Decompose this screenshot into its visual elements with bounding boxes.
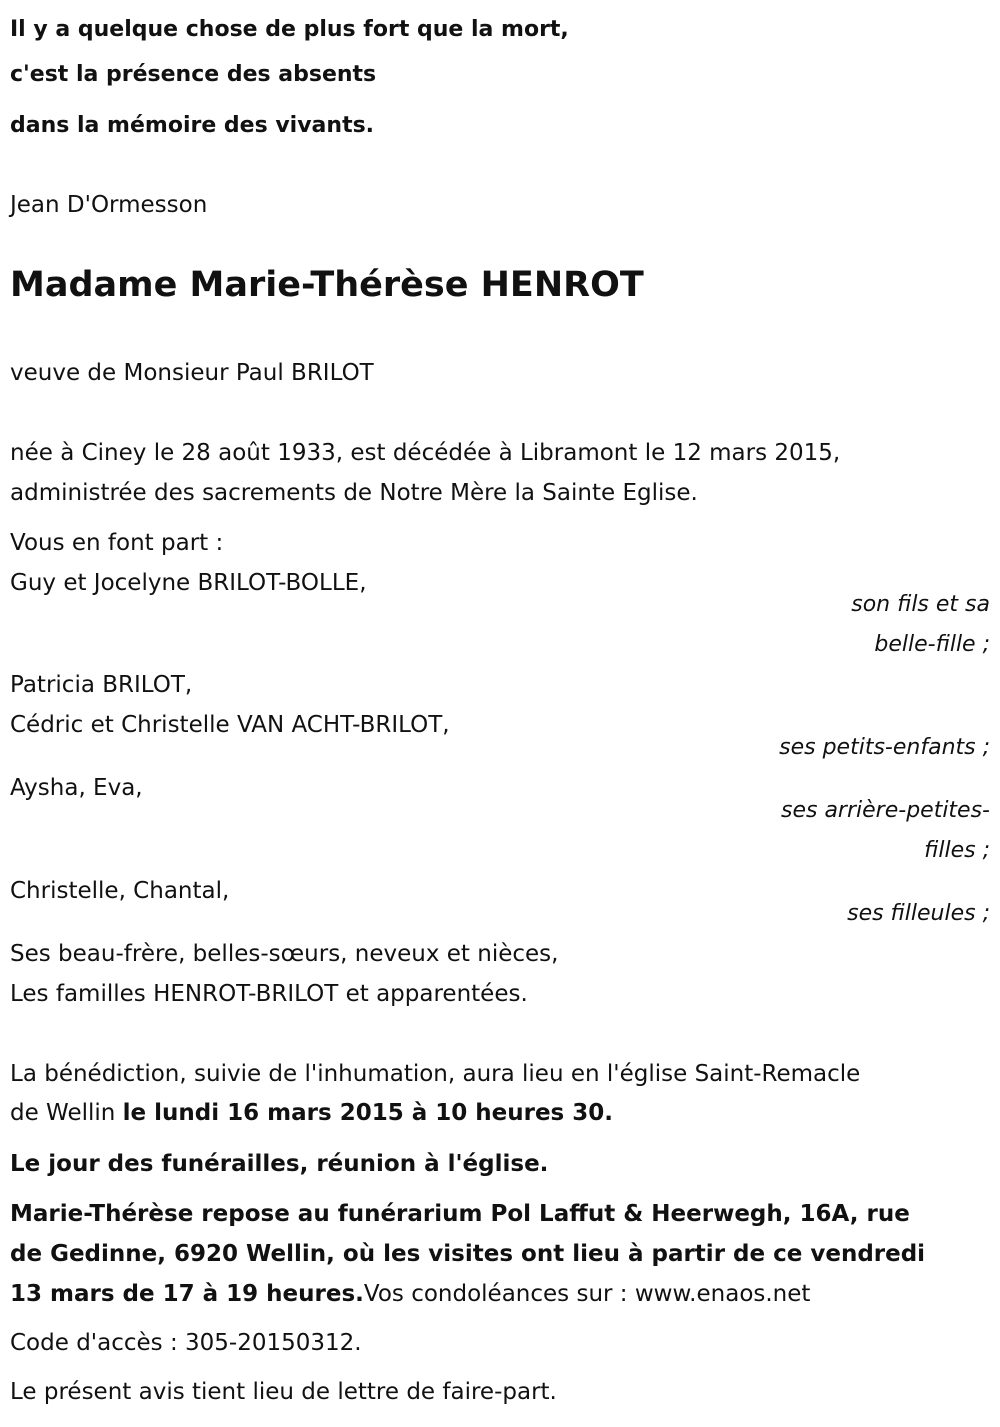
ceremony-line: La bénédiction, suivie de l'inhumation, aura lieu en l'église Saint-Remacle: [10, 1061, 861, 1087]
family-member: Patricia BRILOT,: [10, 672, 193, 698]
quote-author: Jean D'Ormesson: [10, 192, 208, 218]
family-member: Christelle, Chantal,: [10, 878, 230, 904]
ceremony-line: [10, 1095, 613, 1131]
visit-hours: 13 mars de 17 à 19 heures.: [10, 1281, 364, 1307]
quote-line: c'est la présence des absents: [10, 62, 377, 87]
relation: ses arrière-petites-: [781, 798, 990, 823]
gathering: Le jour des funérailles, réunion à l'église.: [10, 1151, 549, 1177]
rest-line: [10, 1276, 810, 1312]
ceremony-date: le lundi 16 mars 2015 à 10 heures 30.: [122, 1100, 613, 1126]
widow-of: veuve de Monsieur Paul BRILOT: [10, 360, 374, 386]
family-member: Les familles HENROT-BRILOT et apparentées.: [10, 981, 528, 1007]
family-member: Cédric et Christelle VAN ACHT-BRILOT,: [10, 712, 450, 738]
condolences: Vos condoléances sur : www.enaos.net: [363, 1281, 811, 1307]
birth-death-line: administrée des sacrements de Notre Mère la Sainte Eglise.: [10, 480, 698, 506]
relation: ses filleules ;: [847, 901, 990, 926]
ceremony-place: de Wellin: [10, 1100, 123, 1126]
announce: Vous en font part :: [10, 530, 224, 556]
quote-line: dans la mémoire des vivants.: [10, 113, 375, 138]
family-member: Guy et Jocelyne BRILOT-BOLLE,: [10, 570, 367, 596]
relation: belle-fille ;: [874, 632, 990, 657]
rest-line: Marie-Thérèse repose au funérarium Pol Laffut & Heerwegh, 16A, rue: [10, 1201, 910, 1227]
notice: Le présent avis tient lieu de lettre de faire-part.: [10, 1379, 557, 1405]
access-code: Code d'accès : 305-20150312.: [10, 1330, 362, 1356]
relation: ses petits-enfants ;: [779, 735, 990, 760]
birth-death-line: née à Ciney le 28 août 1933, est décédée à Libramont le 12 mars 2015,: [10, 440, 841, 466]
relation: filles ;: [924, 838, 990, 863]
relation: son fils et sa: [851, 592, 990, 617]
quote-line: Il y a quelque chose de plus fort que la mort,: [10, 17, 569, 42]
page-title: Madame Marie-Thérèse HENROT: [10, 265, 644, 305]
family-member: Ses beau-frère, belles-sœurs, neveux et nièces,: [10, 941, 559, 967]
family-member: Aysha, Eva,: [10, 775, 143, 801]
rest-line: de Gedinne, 6920 Wellin, où les visites ont lieu à partir de ce vendredi: [10, 1241, 926, 1267]
